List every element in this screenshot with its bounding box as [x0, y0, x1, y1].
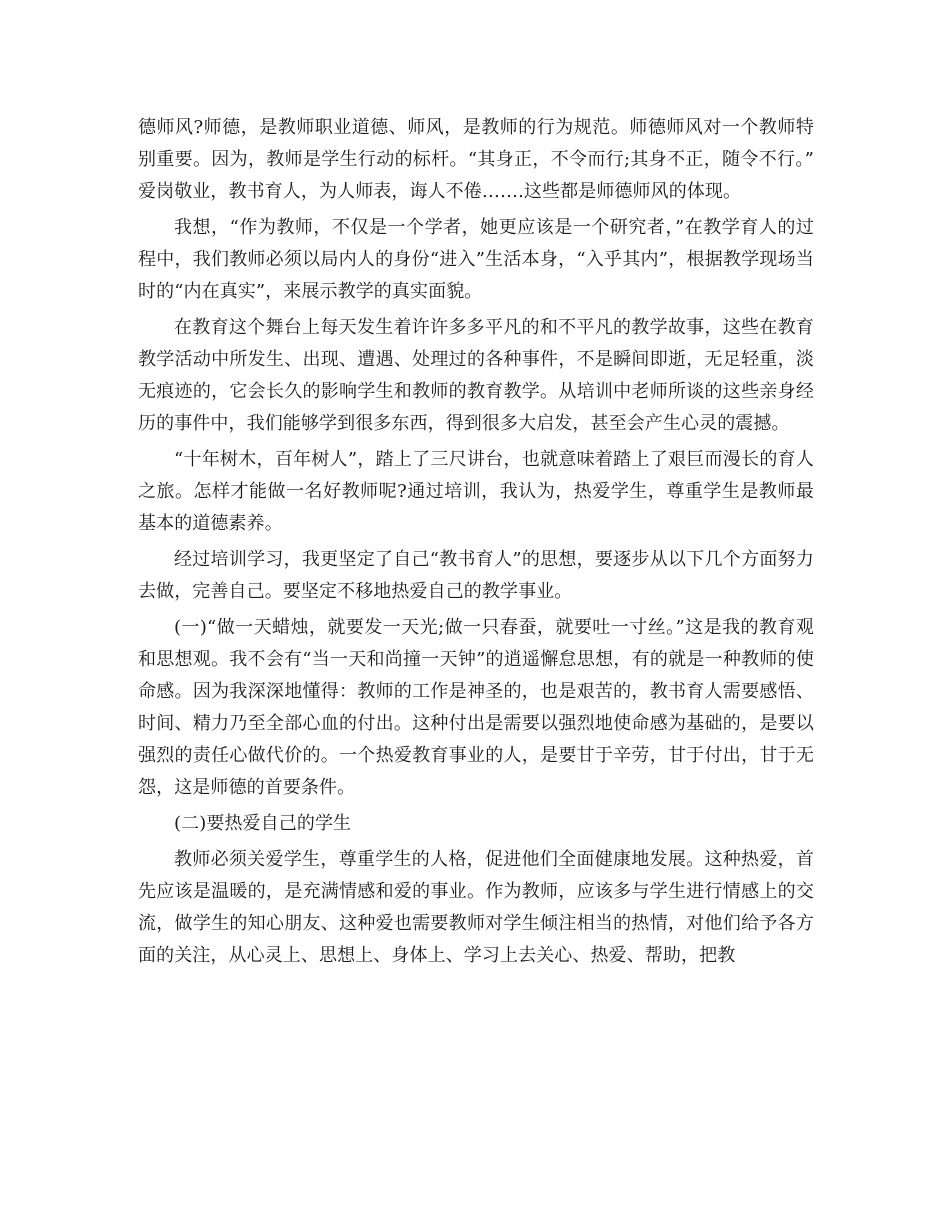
- paragraph-2: 我想，“作为教师，不仅是一个学者，她更应该是一个研究者，”在教学育人的过程中，我们教师必须以局内人的身份“进入”生活本身，“入乎其内”，根据教学现场当时的“内在真实”，来展示教学的真实面貌。: [138, 217, 814, 302]
- paragraph-3: 在教育这个舞台上每天发生着许许多多平凡的和不平凡的教学故事，这些在教育教学活动中所发生、出现、遭遇、处理过的各种事件，不是瞬间即逝，无足轻重，淡无痕迹的，它会长久的影响学生和教师的教育教学。从培训中老师所谈的这些亲身经历的事件中，我们能够学到很多东西，得到很多大启发，甚至会产生心灵的震撼。: [138, 317, 814, 434]
- paragraph-6: (一)“做一天蜡烛，就要发一天光;做一只春蚕，就要吐一寸丝。”这是我的教育观和思想观。我不会有“当一天和尚撞一天钟”的逍遥懈怠思想，有的就是一种教师的使命感。因为我深深地懂得：教师的工作是神圣的，也是艰苦的，教书育人需要感悟、时间、精力乃至全部心血的付出。这种付出是需要以强烈地使命感为基础的，是要以强烈的责任心做代价的。一个热爱教育事业的人，是要甘于辛劳，甘于付出，甘于无怨，这是师德的首要条件。: [138, 617, 814, 798]
- paragraph-8: 教师必须关爱学生，尊重学生的人格，促进他们全面健康地发展。这种热爱，首先应该是温暖的，是充满情感和爱的事业。作为教师，应该多与学生进行情感上的交流，做学生的知心朋友、这种爱也需要教师对学生倾注相当的热情，对他们给予各方面的关注，从心灵上、思想上、身体上、学习上去关心、热爱、帮助，把教: [138, 849, 814, 966]
- paragraph-1: 德师风?师德，是教师职业道德、师风，是教师的行为规范。师德师风对一个教师特别重要。因为，教师是学生行动的标杆。“其身正，不令而行;其身不正，随令不行。”爱岗敬业，教书育人，为人师表，诲人不倦…….这些都是师德师风的体现。: [138, 117, 814, 202]
- document-page: [138, 112, 814, 976]
- paragraph-4: “十年树木，百年树人”，踏上了三尺讲台，也就意味着踏上了艰巨而漫长的育人之旅。怎样才能做一名好教师呢?通过培训，我认为，热爱学生，尊重学生是教师最基本的道德素养。: [138, 449, 814, 534]
- paragraph-5: 经过培训学习，我更坚定了自己“教书育人”的思想，要逐步从以下几个方面努力去做，完善自己。要坚定不移地热爱自己的教学事业。: [138, 549, 814, 602]
- paragraph-7-heading: (二)要热爱自己的学生: [174, 813, 352, 834]
